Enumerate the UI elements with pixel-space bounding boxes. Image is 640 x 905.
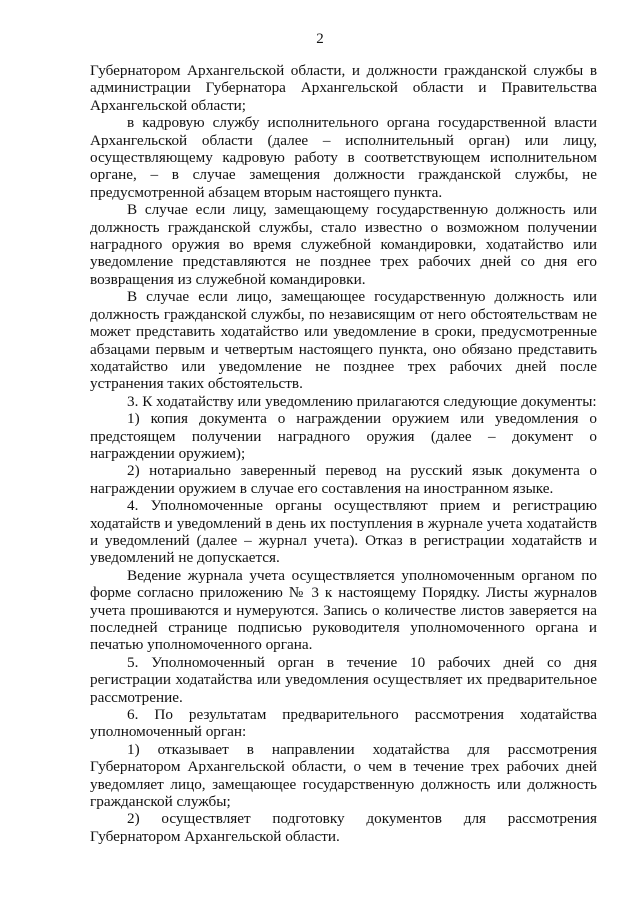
page-number: 2 — [316, 31, 324, 47]
paragraph-7: 2) нотариально заверенный перевод на русский язык документа о награждении оружием в случае его составления на иностранном языке. — [90, 462, 597, 497]
paragraph-6: 1) копия документа о награждении оружием или уведомления о предстоящем получении наградного оружия (далее – документ о награждении оружием); — [90, 410, 597, 462]
paragraph-9: Ведение журнала учета осуществляется уполномоченным органом по форме согласно приложению № 3 к настоящему Порядку. Листы журналов учета прошиваются и нумеруются. Запись о количестве листов заверяется на последней странице подписью руководителя уполномоченного органа и печатью уполномоченного органа. — [90, 566, 597, 654]
paragraph-8: 4. Уполномоченные органы осуществляют прием и регистрацию ходатайств и уведомлений в день их поступления в журнале учета ходатайств и уведомлений (далее – журнал учета). Отказ в регистрации ходатайств и уведомлений не допускается. — [90, 497, 597, 567]
paragraph-11: 6. По результатам предварительного рассмотрения ходатайства уполномоченный орган: — [90, 706, 597, 741]
paragraph-13: 2) осуществляет подготовку документов для рассмотрения Губернатором Архангельской области. — [90, 810, 597, 845]
paragraph-12: 1) отказывает в направлении ходатайства для рассмотрения Губернатором Архангельской области, о чем в течение трех рабочих дней уведомляет лицо, замещающее государственную должность или должность гражданской службы; — [90, 740, 597, 811]
paragraph-4: В случае если лицо, замещающее государственную должность или должность гражданской службы, по независящим от него обстоятельствам не может представить ходатайство или уведомление в сроки, предусмотренные абзацами первым и четвертым настоящего пункта, оно обязано представить ходатайство или уведомление не позднее трех рабочих дней после устранения таких обстоятельств. — [90, 288, 597, 393]
paragraph-3: В случае если лицу, замещающему государственную должность или должность гражданской службы, стало известно о возможном получении наградного оружия во время служебной командировки, ходатайство или уведомление представляются не позднее трех рабочих дней со дня его возвращения из служебной командировки. — [90, 201, 597, 288]
paragraph-10: 5. Уполномоченный орган в течение 10 рабочих дней со дня регистрации ходатайства или уведомления осуществляет их предварительное рассмотрение. — [90, 653, 597, 706]
paragraph-1: Губернатором Архангельской области, и должности гражданской службы в администрации Губернатора Архангельской области и Правительства Архангельской области; — [90, 62, 597, 114]
paragraph-2: в кадровую службу исполнительного органа государственной власти Архангельской области (далее – исполнительный орган) или лицу, осуществляющему кадровую работу в соответствующем исполнительном органе, – в случае замещения должности гражданской службы, не предусмотренной абзацем вторым настоящего пункта. — [90, 114, 597, 201]
document-body — [90, 62, 597, 845]
paragraph-5: 3. К ходатайству или уведомлению прилагаются следующие документы: — [127, 392, 597, 410]
